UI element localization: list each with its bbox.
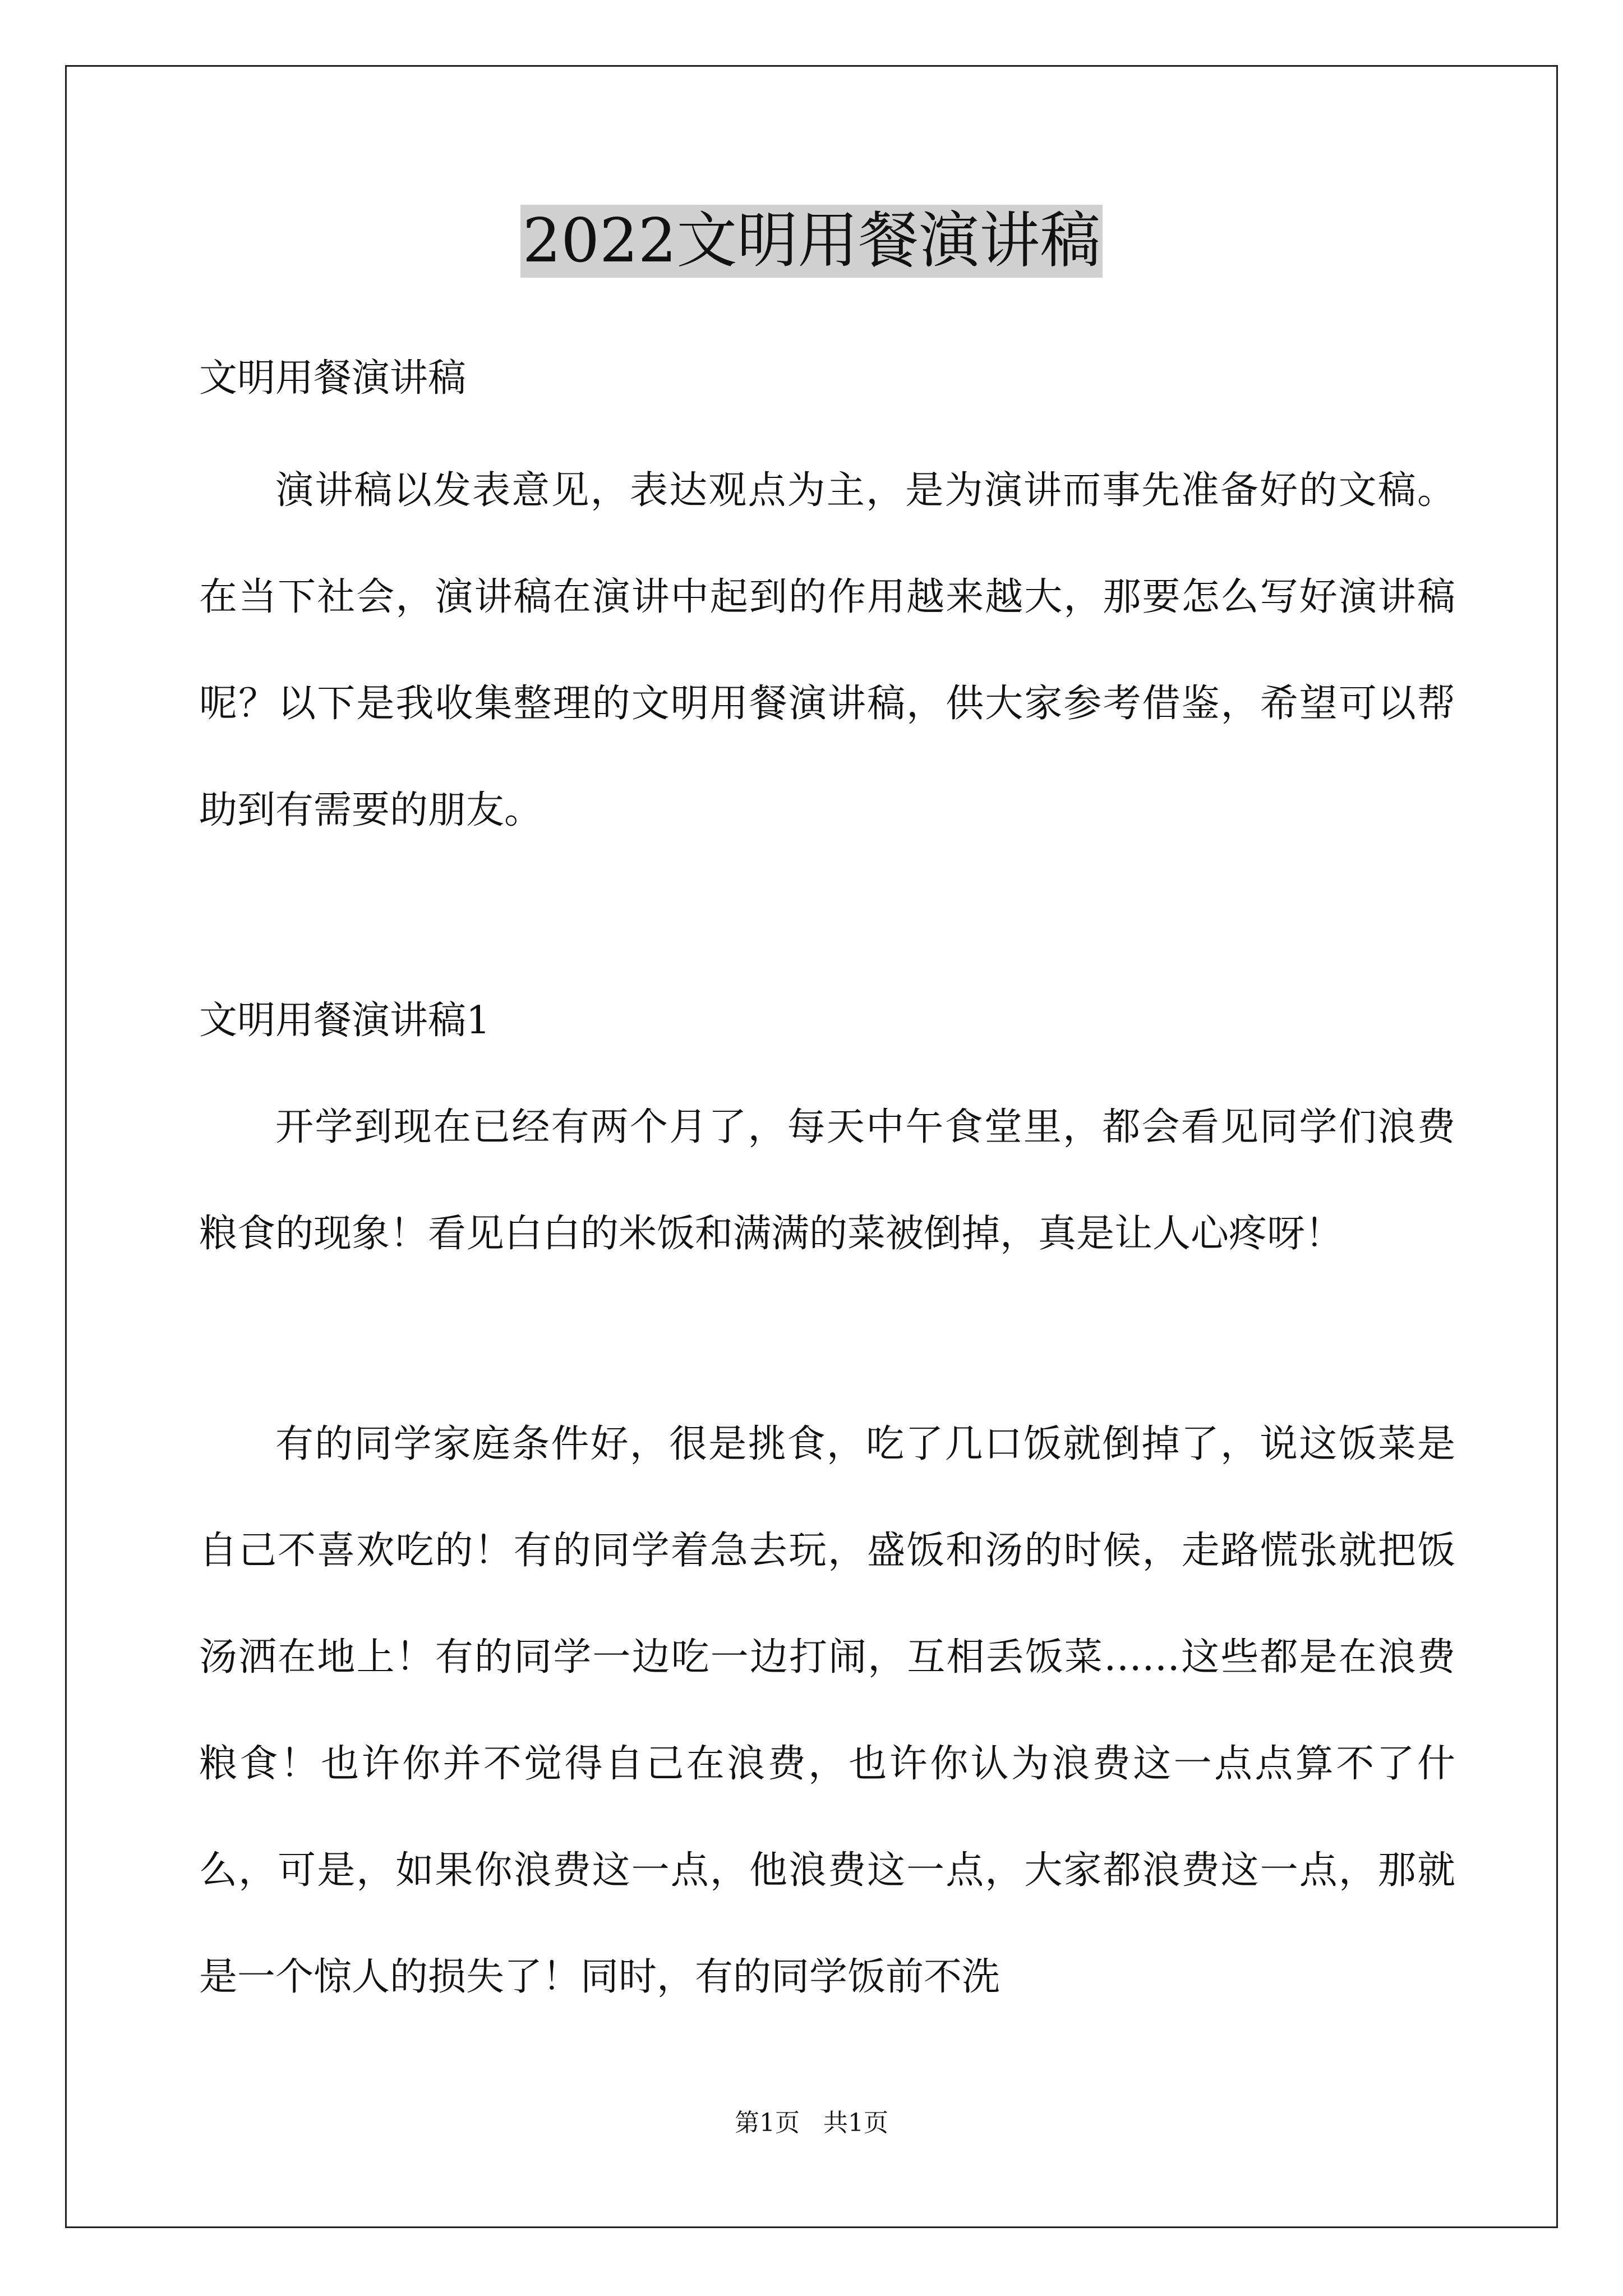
body-paragraph-2: 有的同学家庭条件好，很是挑食，吃了几口饭就倒掉了，说这饭菜是自己不喜欢吃的！有的同学着急去玩，盛饭和汤的时候，走路慌张就把饭汤洒在地上！有的同学一边吃一边打闹，互相丢饭菜……这些都是在浪费粮食！也许你并不觉得自己在浪费，也许你认为浪费这一点点算不了什么，可是，如果你浪费这一点，他浪费这一点，大家都浪费这一点，那就是一个惊人的损失了！同时，有的同学饭前不洗 xyxy=(199,1422,1455,1999)
page-footer: 第1页 共1页 xyxy=(735,2109,888,2137)
document-title-text: 2022文明用餐演讲稿 xyxy=(520,205,1103,278)
document-subtitle: 文明用餐演讲稿 xyxy=(199,356,467,401)
section-heading: 文明用餐演讲稿1 xyxy=(199,999,491,1043)
intro-paragraph: 演讲稿以发表意见，表达观点为主，是为演讲而事先准备好的文稿。在当下社会，演讲稿在演讲中起到的作用越来越大，那要怎么写好演讲稿呢？以下是我收集整理的文明用餐演讲稿，供大家参考借鉴，希望可以帮助到有需要的朋友。 xyxy=(199,468,1455,832)
document-title xyxy=(0,205,1623,278)
body-paragraph-1: 开学到现在已经有两个月了，每天中午食堂里，都会看见同学们浪费粮食的现象！看见白白的米饭和满满的菜被倒掉，真是让人心疼呀！ xyxy=(199,1105,1455,1256)
